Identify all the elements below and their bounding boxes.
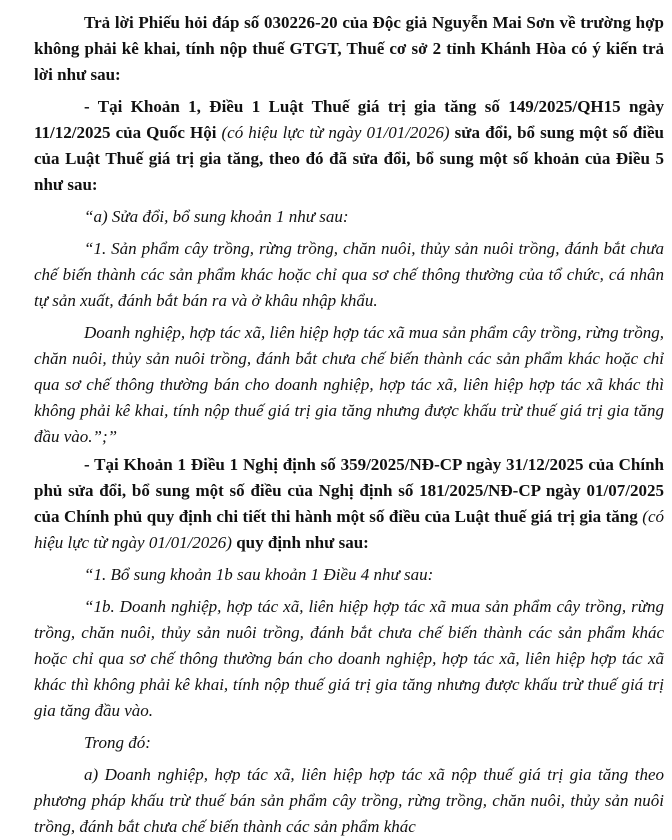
intro-paragraph: Trả lời Phiếu hỏi đáp số 030226-20 của Độc giả Nguyễn Mai Sơn về trường hợp không phải kê khai, tính nộp thuế GTGT, Thuế cơ sở 2 tỉnh Khánh Hòa có ý kiến trả lời như sau:: [34, 13, 664, 84]
item-a-paragraph: a) Doanh nghiệp, hợp tác xã, liên hiệp hợp tác xã nộp thuế giá trị gia tăng theo phương pháp khấu trừ thuế bán sản phẩm cây trồng, rừng trồng, chăn nuôi, thủy sản nuôi trồng, đánh bắt chưa chế biến thành các sản phẩm khác: [34, 765, 664, 836]
point-1-tail: sửa đổi, bổ sung một số điều của Luật Thuế giá trị gia tăng, theo đó đã sửa đổi, bổ sung một số khoản của Điều 5 như sau:: [34, 123, 665, 194]
quote-clause-1b: “1b. Doanh nghiệp, hợp tác xã, liên hiệp hợp tác xã mua sản phẩm cây trồng, rừng trồng, chăn nuôi, thủy sản nuôi trồng, đánh bắt chưa chế biến thành các sản phẩm khác hoặc chỉ qua sơ chế thông thường bán cho doanh nghiệp, hợp tác xã, liên hiệp hợp tác xã khác thì không phải kê khai, tính nộp thuế giá trị gia tăng nhưng được khấu trừ thuế giá trị gia tăng đầu vào.: [34, 597, 664, 720]
point-2-tail: quy định như sau:: [231, 533, 369, 552]
point-2-paragraph: [34, 452, 664, 556]
point-1-lead: - Tại Khoản 1, Điều 1 Luật Thuế giá trị gia tăng số 149/2025/QH15 ngày 11/12/2025 của Quốc Hội: [34, 97, 664, 142]
quote-clause-1-continued: Doanh nghiệp, hợp tác xã, liên hiệp hợp tác xã mua sản phẩm cây trồng, rừng trồng, chăn nuôi, thủy sản nuôi trồng, đánh bắt chưa chế biến thành các sản phẩm khác hoặc chỉ qua sơ chế thông thường bán cho doanh nghiệp, hợp tác xã, liên hiệp hợp tác xã khác thì không phải kê khai, tính nộp thuế giá trị gia tăng nhưng được khấu trừ thuế giá trị gia tăng đầu vào.”;”: [34, 323, 664, 446]
point-2-effective-date: (có hiệu lực từ ngày 01/01/2026): [34, 507, 664, 552]
quote-clause-1: “1. Sản phẩm cây trồng, rừng trồng, chăn nuôi, thủy sản nuôi trồng, đánh bắt chưa chế biến thành các sản phẩm khác hoặc chỉ qua sơ chế thông thường của tổ chức, cá nhân tự sản xuất, đánh bắt bán ra và ở khâu nhập khẩu.: [34, 239, 664, 310]
point-1-paragraph: [34, 94, 664, 198]
point-1-effective-date: (có hiệu lực từ ngày 01/01/2026): [221, 123, 450, 142]
quote-a-heading: “a) Sửa đổi, bổ sung khoản 1 như sau:: [84, 207, 349, 226]
point-2-lead: - Tại Khoản 1 Điều 1 Nghị định số 359/2025/NĐ-CP ngày 31/12/2025 của Chính phủ sửa đổi, bổ sung một số điều của Nghị định số 181/2025/NĐ-CP ngày 01/07/2025 của Chính phủ quy định chi tiết thi hành một số điều của Luật thuế giá trị gia tăng: [34, 455, 664, 526]
trong-do-label: Trong đó:: [84, 733, 151, 752]
quote-b-heading: “1. Bổ sung khoản 1b sau khoản 1 Điều 4 như sau:: [84, 565, 434, 584]
